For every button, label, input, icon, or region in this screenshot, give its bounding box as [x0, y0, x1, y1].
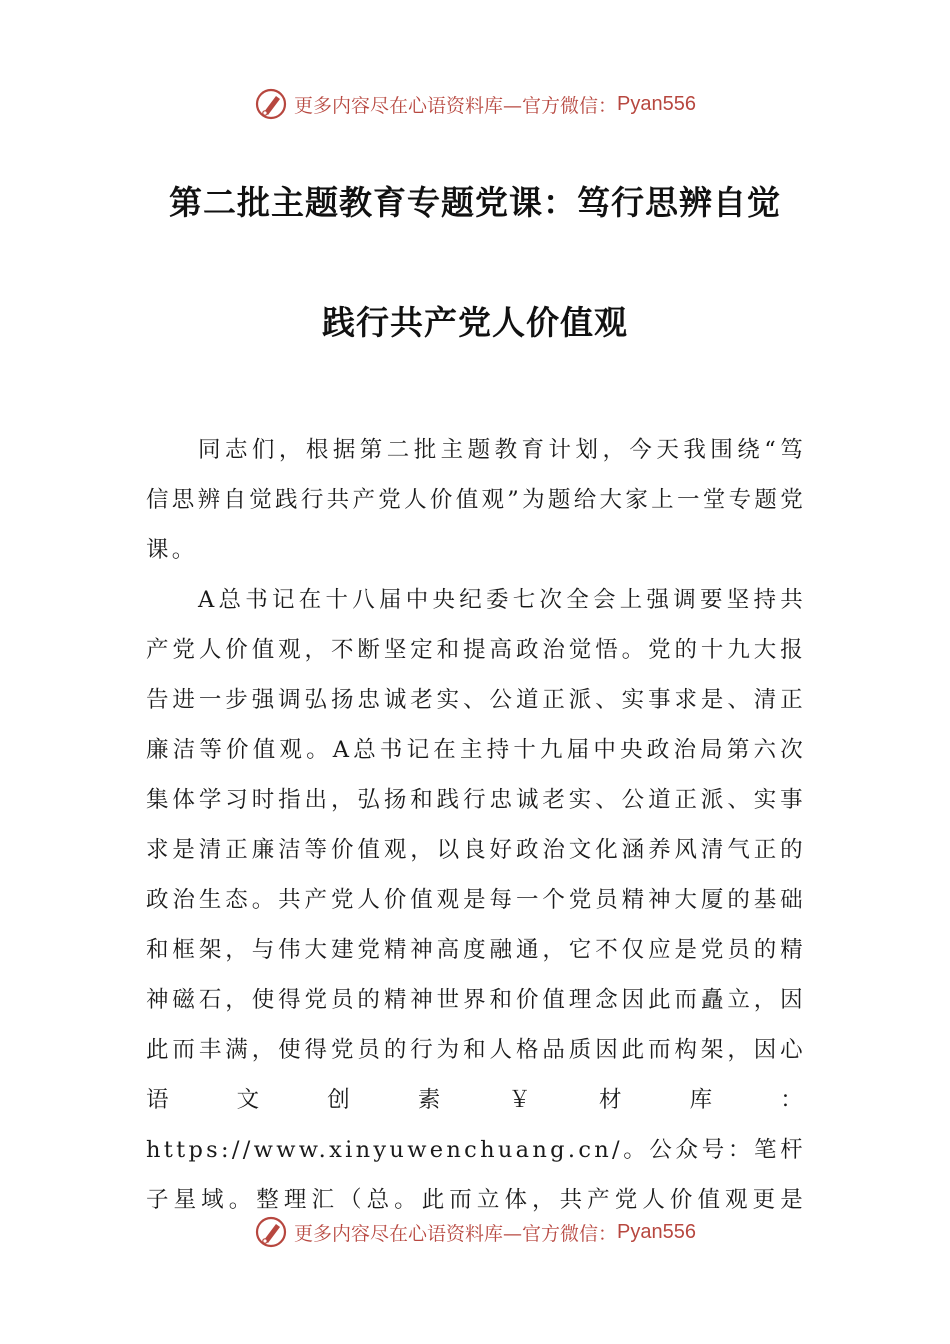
footer-banner [0, 1212, 950, 1252]
header-banner-wechat: Pyan556 [617, 92, 696, 115]
pen-nib-logo-icon [254, 1215, 288, 1249]
document-title-line-2: 践行共产党人价值观 [322, 303, 628, 342]
header-banner-text: 更多内容尽在心语资料库—官方微信： [294, 94, 618, 117]
document-body [146, 425, 806, 1225]
footer-banner-text: 更多内容尽在心语资料库—官方微信： [294, 1222, 618, 1245]
document-title-line-1: 第二批主题教育专题党课：笃行思辨自觉 [169, 183, 781, 222]
footer-banner-wechat: Pyan556 [617, 1220, 696, 1243]
paragraph-1: 同志们，根据第二批主题教育计划，今天我围绕“笃信思辨自觉践行共产党人价值观”为题给大家上一堂专题党课。 [146, 437, 806, 563]
paragraph-2: A总书记在十八届中央纪委七次全会上强调要坚持共产党人价值观，不断坚定和提高政治觉悟。党的十九大报告进一步强调弘扬忠诚老实、公道正派、实事求是、清正廉洁等价值观。A总书记在主持十九届中央政治局第六次集体学习时指出，弘扬和践行忠诚老实、公道正派、实事求是清正廉洁等价值观，以良好政治文化涵养风清气正的政治生态。共产党人价值观是每一个党员精神大厦的基础和框架，与伟大建党精神高度融通，它不仅应是党员的精神磁石，使得党员的精神世界和价值理念因此而矗立，因此而丰满，使得党员的行为和人格品质因此而构架，因心语文创素￥材库：https://www.xinyuwenchuang.cn/。公众号：笔杆子星域。整理汇（总。此而立体，共产党人价值观更是 [146, 587, 806, 1213]
header-banner [0, 84, 950, 124]
pen-nib-logo-icon [254, 87, 288, 121]
